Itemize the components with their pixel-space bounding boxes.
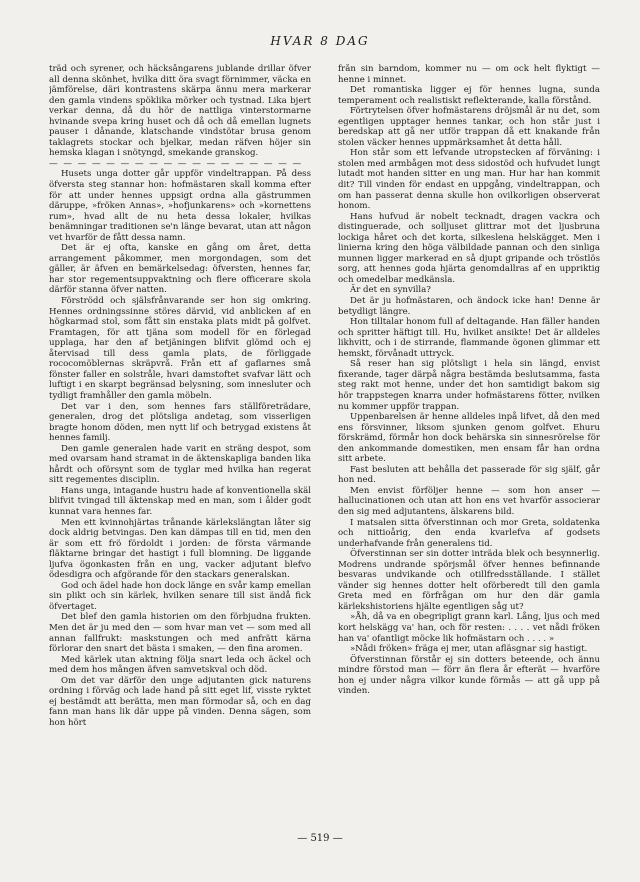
paragraph: Den gamle generalen hade varit en sträng despot, som med ovarsam hand stramat in de äktenskapliga banden lika hårdt och oförsynt som de tyglar med hvilka han regerat sitt regementes disciplin. <box>49 443 311 486</box>
right-column <box>338 64 600 809</box>
paragraph: »Nådi fröken» fräga ej mer, utan afläsgnar sig hastigt. <box>350 644 588 655</box>
paragraph: Förtrytelsen öfver hofmästarens dröjsmål är nu det, som egentligen upptager hennes tankar, och hon står just i beredskap att gå ner utför trappan då ett knakande från stolen väcker hennes uppmärksamhet åt detta håll. <box>338 106 600 148</box>
paragraph: God och ädel hade hon dock länge en svår kamp emellan sin plikt och sin kärlek, hvilken senare till sist ändå fick öfvertaget. <box>49 580 311 612</box>
paragraph: Hans unga, intagande hustru hade af konventionella skäl blifvit tvingad till äktenskap med en man, som i ålder godt kunnat vara hennes far. <box>49 485 311 517</box>
paragraph: »Åh, då va en obegripligt grann karl. Lång, ljus och med kort helskägg va' han, och för resten: . . . . vet nådi fröken han va' ofantligt möcke lik hofmästarn och . . . . » <box>338 612 600 644</box>
paragraph: Men ett kvinnohjärtas trånande kärlekslängtan låter sig dock aldrig betvingas. Den kan dämpas till en tid, men den är som ett frö fördoldt i jorden: de första värmande fläktarne bringar det hastigt i full blomning. De liggande ljufva ögonkasten från en ung, vacker adjutant blefvo ödesdigra och afgörande för den stackars generalskan. <box>49 517 311 581</box>
paragraph: Med kärlek utan aktning följa snart leda och äckel och med dem hos mången äfven samvetskval och död. <box>49 654 311 676</box>
paragraph: Husets unga dotter går uppför vindeltrappan. På dess öfversta steg stannar hon: hofmästaren skall komma efter för att under hennes uppsigt ordna alla gästrummen däruppe, »fröken Annas», »hofjunkarens» och »kornettens rum», hvad allt de nu heta dessa lokaler, hvilkas benämningar traditionen se'n länge bevarat, utan att någon vet hvarför de fått dessa namn. <box>49 169 311 243</box>
text-columns <box>49 64 600 809</box>
paragraph: Uppenbarelsen är henne alldeles inpå lifvet, då den med ens försvinner, liksom sjunken genom golfvet. Ehuru förskrämd, förmår hon dock behärska sin sinnesrörelse för den ankommande domestiken, men ensam får han ordna sitt arbete. <box>338 412 600 465</box>
paragraph: Så reser han sig plötsligt i hela sin längd, envist fixerande, tager därpå några bestämda beslutsamma, fasta steg rakt mot henne, under det hon samtidigt bakom sig hör trappstegen knarra under hofmästarens fötter, nvilken nu kommer uppför trappan. <box>338 359 600 412</box>
paragraph: Hon står som ett lefvande utropstecken af förväning: i stolen med armbågen mot dess sidostöd och hufvudet lungt lutadt mot handen sitter en ung man. Hur har han kommit dit? Till vinden för endast en uppgång, vindeltrappan, och om han passerat denna skulle hon ovilkorligen observerat honom. <box>338 148 600 212</box>
paragraph: Det blef den gamla historien om den förbjudna frukten. Men det är ju med den — som hvar man vet — som med all annan fallfrukt: maskstungen och med anfrätt kärna förlorar den snart det bästa i smaken, — den fina aromen. <box>49 612 311 655</box>
running-header: HVAR 8 DAG <box>270 34 370 48</box>
paragraph: Är det en synvilla? <box>350 285 431 296</box>
paragraph: Det romantiska ligger ej för hennes lugna, sunda temperament och realistiskt reflekterande, kalla förstånd. <box>338 85 600 106</box>
paragraph: Hans hufvud är nobelt tecknadt, dragen vackra och distinguerade, och solljuset glittrar mot det ljusbruna lockiga håret och det korta, silkeslena helskägget. Men i linierna kring den höga välbildade pannan och den sinliga munnen ligger markerad en så djupt gripande och tröstlös sorg, att hennes goda hjärta genomdallras af en uppriktig och omedelbar medkänsla. <box>338 211 600 285</box>
paragraph: från sin barndom, kommer nu — om ock helt flyktigt — henne i minnet. <box>338 64 600 85</box>
paragraph: I matsalen sitta öfverstinnan och mor Greta, soldatenka och nittioårig, den enda kvarlefva af godsets underhafvande från generalens tid. <box>338 517 600 549</box>
paragraph: Det var i den, som hennes fars ställföreträdare, generalen, drog det plötsliga andetag, som visserligen bragte honom döden, men nytt lif och betrygad existens åt hennes familj. <box>49 401 311 444</box>
paragraph: träd och syrener, och häcksångarens jublande drillar öfver all denna skönhet, hvilka ditt öra svagt förnimmer, väcka en jämförelse, däri kontrastens skärpa ännu mera markerar den gamla vindens spöklika mörker och tystnad. Lika bjert verkar denna, då du hör de nattliga vinterstormarne hvinande svepa kring huset och då och då emellan lugnets pauser i dånande, klatschande vindstötar brusa genom taklagrets stockar och bjelkar, medan räfven höjer sin hemska klagan i snötyngd, smekande granskog. <box>49 64 311 159</box>
paragraph: Fast besluten att behålla det passerade för sig själf, går hon ned. <box>338 464 600 486</box>
section-divider: — — — — — — — — — — — — — — — — — — <box>49 158 303 169</box>
paragraph: Om det var därför den unge adjutanten gick naturens ordning i förväg och lade hand på sitt eget lif, visste ryktet ej bestämdt att berätta, men man förmodar så, och en dag fann man hans lik där uppe på vinden. Denna sägen, som hon hört <box>49 675 311 728</box>
paragraph: Men envist förföljer henne — som hon anser — hallucinationen och utan att hon ens vet hvarför associerar den sig med adjutantens, älskarens bild. <box>338 485 600 517</box>
left-column <box>49 64 311 809</box>
paragraph: Förströdd och själsfrånvarande ser hon sig omkring. Hennes ordningssinne störes därvid, vid anblicken af en högkarmad stol, som fått sin enstaka plats midt på golfvet. Framtagen, för att tjäna som modell för en förlegad upplaga, har den af betjäningen blifvit glömd och ej återvisad till dess gamla plats, de förliggade rococomöblernas skräpvrå. Från ett af gaflarnes små fönster faller en solstråle, hvari damstoftet svafvar lätt och luftigt i en skarpt begränsad belysning, som innesluter och tydligt framhåller den gamla möbeln. <box>49 296 311 401</box>
paragraph: Öfverstinnan ser sin dotter inträda blek och besynnerlig. Modrens undrande spörjsmål öfver hennes befinnande besvaras undvikande och otillfredsställande. I stället vänder sig hennes dotter helt oförberedt till den gamla Greta med en förfrågan om hur den där gamla kärlekshistoriens hjälte egentligen såg ut? <box>338 549 600 612</box>
paragraph: Det är ju hofmästaren, och ändock icke han! Denne är betydligt längre. <box>338 296 600 317</box>
paragraph: Öfverstinnan förstår ej sin dotters beteende, och ännu mindre förstod man — förr än flera år efterät — hvarföre hon ej under några vilkor kunde förmås — att gå upp på vinden. <box>338 654 600 697</box>
paragraph: Hon tilltalar honom full af deltagande. Han fäller handen och spritter häftigt till. Hu, hvilket ansikte! Det är alldeles likhvitt, och i de stirrande, flammande ögonen glimmar ett hemskt, förvånadt uttryck. <box>338 317 600 359</box>
paragraph: Det är ej ofta, kanske en gång om året, detta arrangement påkommer, men morgondagen, som det gäller, är äfven en bemärkelsedag: öfversten, hennes far, har stor regementsuppvaktning och flere officerare skola därför stanna öfver natten. <box>49 243 311 296</box>
page-number: — 519 — <box>297 833 343 844</box>
